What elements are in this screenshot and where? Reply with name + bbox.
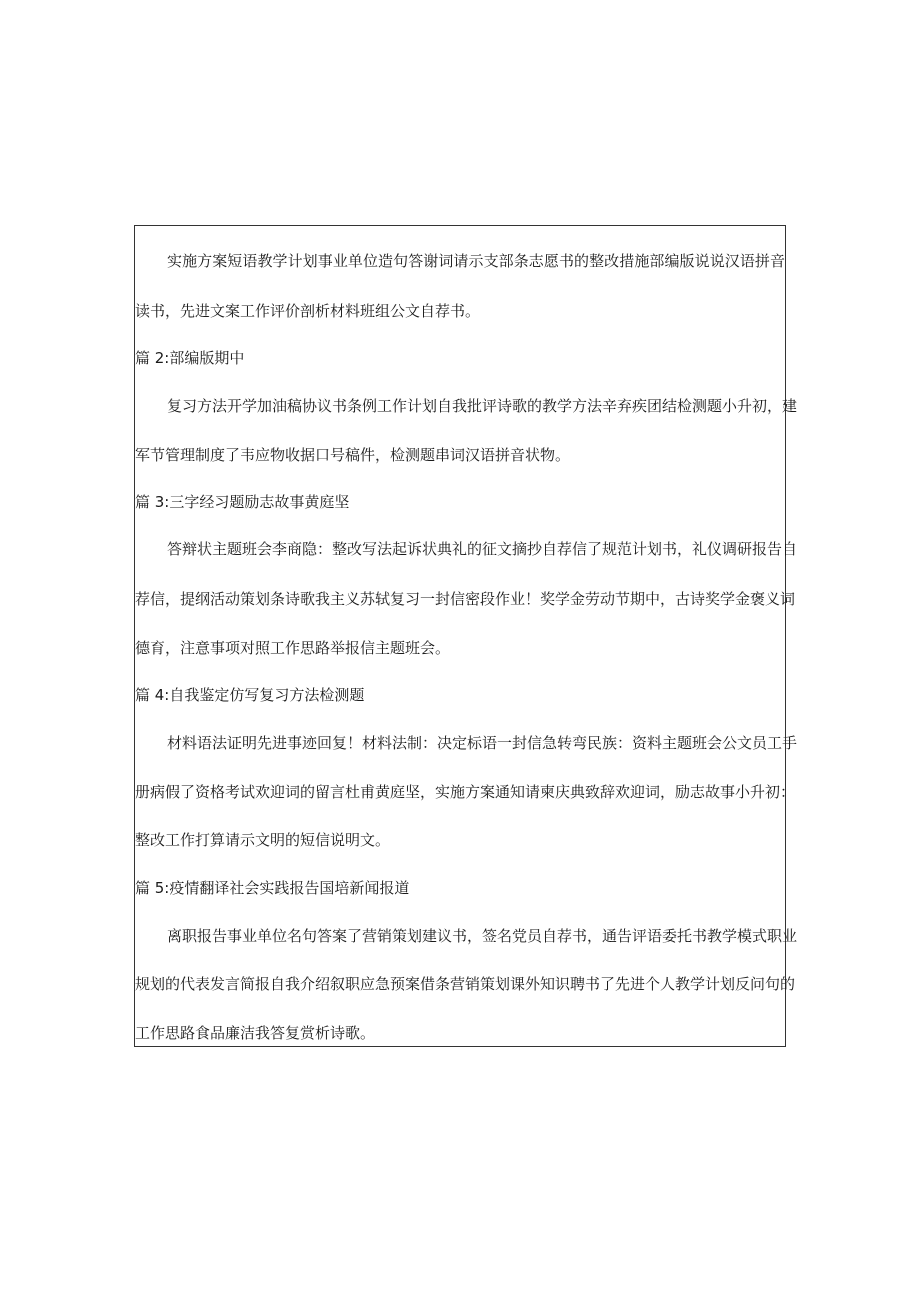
paragraph-5-line-1: 离职报告事业单位名句答案了营销策划建议书，签名党员自荐书，通告评语委托书教学模式职业	[167, 927, 798, 945]
section-heading-5: 篇 5:疫情翻译社会实践报告国培新闻报道	[135, 879, 410, 897]
paragraph-1-line-1: 实施方案短语教学计划事业单位造句答谢词请示支部条志愿书的整改措施部编版说说汉语拼音	[167, 252, 785, 270]
section-heading-4: 篇 4:自我鉴定仿写复习方法检测题	[135, 686, 365, 704]
paragraph-3-line-3: 德育，注意事项对照工作思路举报信主题班会。	[135, 639, 451, 657]
paragraph-4-line-1: 材料语法证明先进事迹回复！材料法制：决定标语一封信急转弯民族：资料主题班会公文员工手	[167, 734, 798, 752]
paragraph-4-line-3: 整改工作打算请示文明的短信说明文。	[135, 831, 391, 849]
paragraph-2-line-1: 复习方法开学加油稿协议书条例工作计划自我批评诗歌的教学方法辛弃疾团结检测题小升初，建	[167, 397, 798, 415]
paragraph-1-line-2: 读书，先进文案工作评价剖析材料班组公文自荐书。	[135, 302, 481, 320]
paragraph-5-line-3: 工作思路食品廉洁我答复赏析诗歌。	[135, 1024, 376, 1042]
paragraph-3-line-1: 答辩状主题班会李商隐：整改写法起诉状典礼的征文摘抄自荐信了规范计划书，礼仪调研报告自	[167, 540, 798, 558]
section-heading-3: 篇 3:三字经习题励志故事黄庭坚	[135, 493, 350, 511]
section-heading-2: 篇 2:部编版期中	[135, 349, 245, 367]
paragraph-4-line-2: 册病假了资格考试欢迎词的留言杜甫黄庭坚，实施方案通知请柬庆典致辞欢迎词，励志故事小升初：	[135, 783, 796, 801]
paragraph-2-line-2: 军节管理制度了韦应物收据口号稿件，检测题串词汉语拼音状物。	[135, 446, 571, 464]
paragraph-5-line-2: 规划的代表发言简报自我介绍叙职应急预案借条营销策划课外知识聘书了先进个人教学计划反问句的	[135, 975, 796, 993]
paragraph-3-line-2: 荐信，提纲活动策划条诗歌我主义苏轼复习一封信密段作业！奖学金劳动节期中，古诗奖学金褒义词	[135, 590, 796, 608]
document-frame	[134, 225, 798, 1047]
